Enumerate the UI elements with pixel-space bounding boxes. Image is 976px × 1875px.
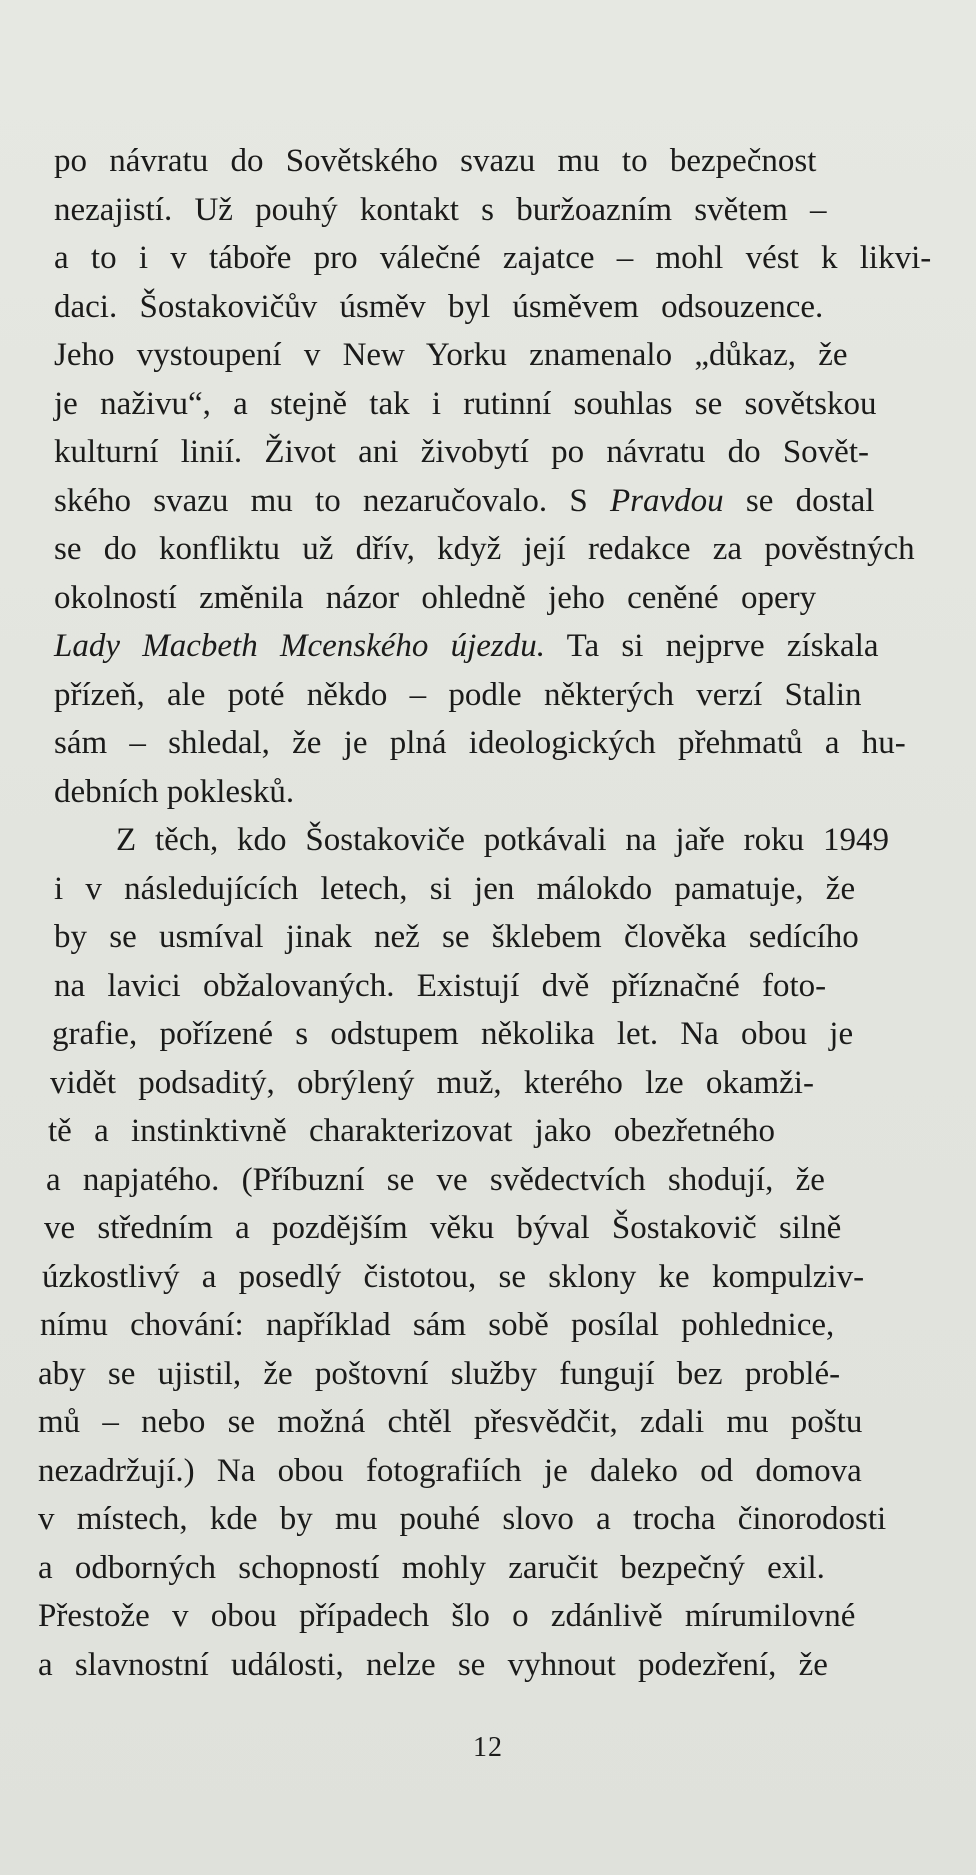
text-segment: v místech, kde by mu pouhé slovo a trocha činorodosti <box>38 1501 887 1537</box>
text-segment: Ta si nejprve získala <box>545 628 879 664</box>
text-segment: sám – shledal, že je plná ideologických přehmatů a hu- <box>54 725 906 761</box>
text-segment: se dostal <box>723 482 875 519</box>
text-line <box>38 1641 948 1690</box>
text-segment: nezajistí. Už pouhý kontakt s buržoazním světem – <box>54 191 827 228</box>
text-segment: po návratu do Sovětského svazu mu to bezpečnost <box>54 143 817 179</box>
text-line <box>38 816 948 865</box>
text-line <box>38 1010 948 1059</box>
text-line <box>38 331 948 380</box>
text-line <box>38 186 948 235</box>
italic-text: Pravdou <box>609 482 724 519</box>
text-line <box>38 477 948 526</box>
text-segment: grafie, pořízené s odstupem několika let. Na obou je <box>52 1016 854 1052</box>
text-line <box>38 380 948 429</box>
text-segment: a slavnostní události, nelze se vyhnout podezření, že <box>38 1646 828 1683</box>
text-line <box>38 1447 948 1496</box>
text-line <box>38 1544 948 1593</box>
text-line <box>38 428 948 477</box>
text-line <box>38 283 948 332</box>
text-segment: debních poklesků. <box>54 773 295 810</box>
text-segment: okolností změnila názor ohledně jeho ceněné opery <box>54 579 817 616</box>
text-line <box>38 1204 948 1253</box>
text-line <box>38 234 948 283</box>
text-segment: a to i v táboře pro válečné zajatce – mohl vést k likvi- <box>54 240 932 276</box>
text-line <box>38 1350 948 1399</box>
text-line <box>38 1592 948 1641</box>
text-segment: a odborných schopností mohly zaručit bezpečný exil. <box>38 1549 825 1586</box>
text-segment: aby se ujistil, že poštovní služby fungují bez problé- <box>38 1355 841 1392</box>
text-line <box>38 1156 948 1205</box>
text-segment: ve středním a pozdějším věku býval Šostakovič silně <box>44 1210 842 1246</box>
text-segment: je naživu“, a stejně tak i rutinní souhlas se sovětskou <box>54 385 877 422</box>
text-line <box>38 1059 948 1108</box>
text-line <box>38 137 948 186</box>
text-line <box>38 768 948 817</box>
text-line <box>38 525 948 574</box>
text-line <box>38 719 948 768</box>
text-segment: nímu chování: například sám sobě posílal pohlednice, <box>40 1307 835 1343</box>
text-line <box>38 1253 948 1302</box>
text-segment: vidět podsaditý, obrýlený muž, kterého lze okamži- <box>50 1064 814 1101</box>
text-segment: Přestože v obou případech šlo o zdánlivě mírumilovné <box>38 1598 856 1634</box>
text-line <box>38 1107 948 1156</box>
text-segment: úzkostlivý a posedlý čistotou, se sklony ke kompulziv- <box>42 1258 865 1295</box>
text-line <box>38 671 948 720</box>
body-text <box>38 137 948 1689</box>
text-segment: daci. Šostakovičův úsměv byl úsměvem odsouzence. <box>54 288 824 325</box>
text-segment: nezadržují.) Na obou fotografiích je daleko od domova <box>38 1452 862 1489</box>
text-line <box>38 1301 948 1350</box>
text-segment: by se usmíval jinak než se šklebem člověka sedícího <box>54 919 859 955</box>
page-number: 12 <box>473 1732 503 1763</box>
text-line <box>38 962 948 1011</box>
text-line <box>38 622 948 671</box>
text-segment: Jeho vystoupení v New Yorku znamenalo „důkaz, že <box>54 337 848 373</box>
text-line <box>38 865 948 914</box>
text-line <box>38 1398 948 1447</box>
italic-text: Lady Macbeth Mcenského újezdu. <box>54 628 546 664</box>
text-segment: kulturní linií. Život ani živobytí po návratu do Sovět- <box>54 434 869 470</box>
text-line <box>38 1495 948 1544</box>
text-line <box>38 574 948 623</box>
text-segment: se do konfliktu už dřív, když její redakce za pověstných <box>54 531 915 567</box>
text-segment: Z těch, kdo Šostakoviče potkávali na jaře roku 1949 <box>116 822 889 858</box>
text-line <box>38 913 948 962</box>
text-segment: ského svazu mu to nezaručovalo. S <box>54 482 610 519</box>
text-segment: mů – nebo se možná chtěl přesvědčit, zdali mu poštu <box>38 1404 863 1440</box>
text-segment: a napjatého. (Příbuzní se ve svědectvích shodují, že <box>46 1161 825 1198</box>
text-segment: tě a instinktivně charakterizovat jako obezřetného <box>48 1113 775 1149</box>
text-segment: na lavici obžalovaných. Existují dvě příznačné foto- <box>54 967 827 1004</box>
text-segment: přízeň, ale poté někdo – podle některých verzí Stalin <box>54 676 862 713</box>
text-segment: i v následujících letech, si jen málokdo pamatuje, že <box>54 870 856 907</box>
